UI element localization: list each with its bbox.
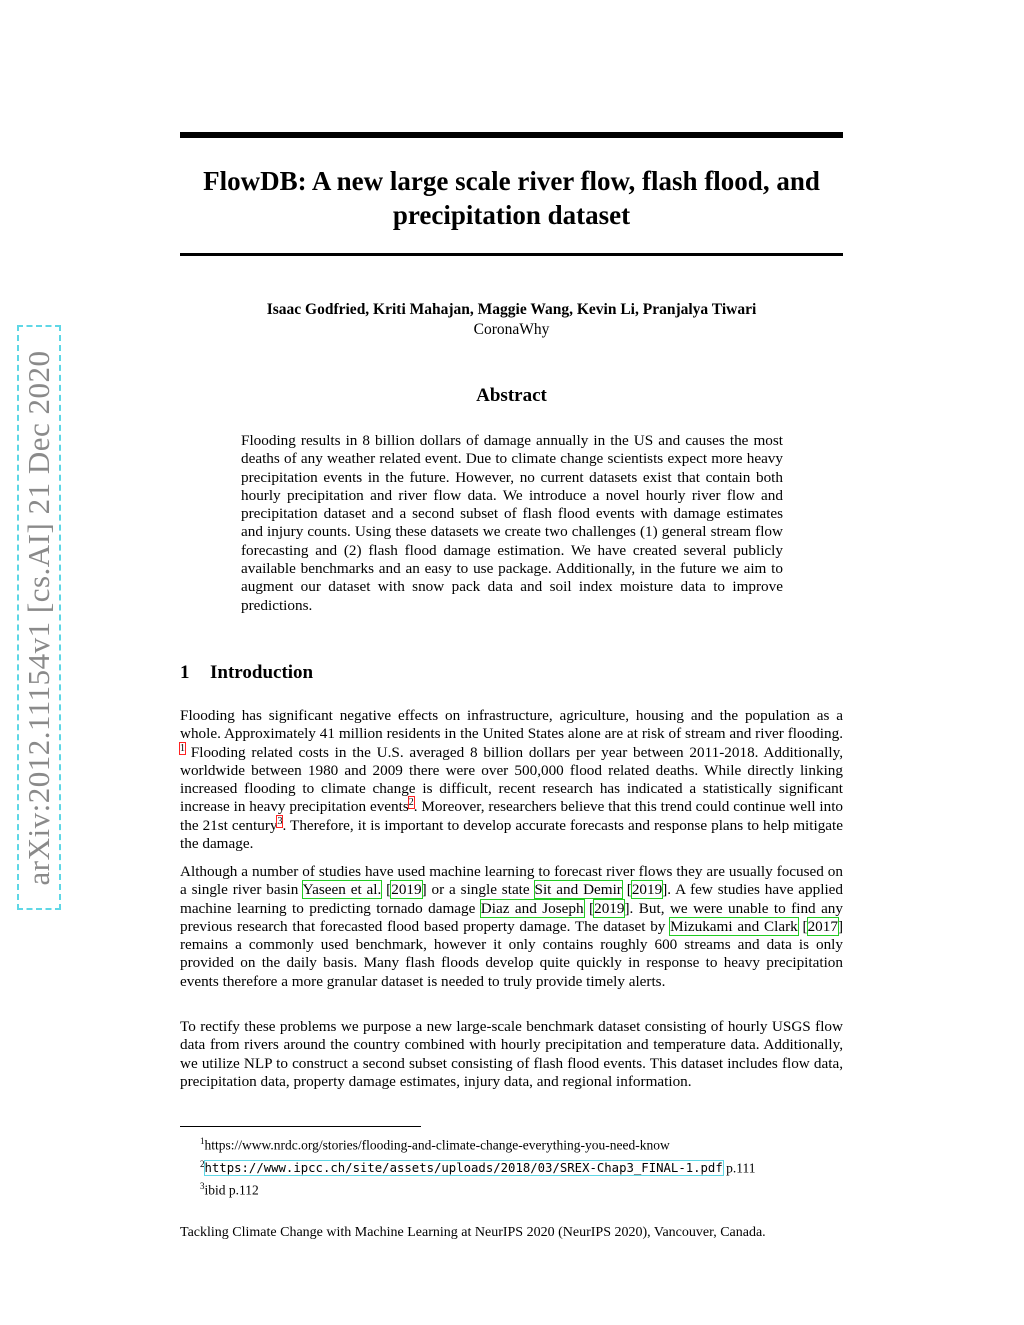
footnote-marker: 1 [200,1136,205,1146]
text-span: . Therefore, it is important to develop accurate forecasts and response plans to help mitigate the damage. [180,816,843,853]
citation-link-yaseen[interactable]: Yaseen et al. [302,881,382,899]
author-list: Isaac Godfried, Kriti Mahajan, Maggie Wang, Kevin Li, Pranjalya Tiwari [266,301,757,318]
footnote-marker: 2 [200,1158,205,1169]
abstract-heading: Abstract [476,385,547,406]
section-heading-introduction [180,661,313,685]
footnote-text: p.111 [722,1160,756,1175]
footnote-separator [180,1126,421,1127]
text-span: Although a number of studies have used machine learning to forecast river flows they are usually focused on a single river basin [180,863,843,899]
footnote-link-2[interactable]: 2 [408,797,414,809]
intro-paragraph-2: Although a number of studies have used machine learning to forecast river flows they are usually focused on a single river basin Yaseen et al. [2019] or a single state Sit and Demir [2019]. A few studies have applied machine learning to predicting tornado damage Diaz and Joseph [2019]. But, we were unable to find any previous research that forecasted flood based property damage. The dataset by Mizukami and Clark [2017] remains a commonly used benchmark, however it only contains roughly 600 streams and data is only provided on the daily basis. Many flash floods develop quite quickly in response to heavy precipitation events therefore a more granular dataset is needed to truly provide timely alerts. [180,863,843,990]
citation-link-sit-demir[interactable]: Sit and Demir [534,881,622,899]
text-span: Flooding related costs in the U.S. averaged 8 billion dollars per year between 2011-2018. Additionally, worldwide between 1980 and 2009 there were over 500,000 flood related deaths. While directly linking increased flooding to climate change is difficult, recent research has indicated a statistically significant increase in heavy precipitation events [180,743,843,816]
venue-footer: Tackling Climate Change with Machine Learning at NeurIPS 2020 (NeurIPS 2020), Vancouver, Canada. [180,1225,766,1240]
title-top-rule [180,132,843,138]
intro-paragraph-1 [180,707,843,853]
citation-year-yaseen[interactable]: 2019 [391,881,422,899]
footnote-text: ibid p.112 [204,1182,259,1198]
text-span: . Moreover, researchers believe that this trend could continue well into the 21st century [180,798,844,834]
footnote-text: https://www.nrdc.org/stories/flooding-and-climate-change-everything-you-need-know [204,1137,670,1153]
intro-paragraph-3: To rectify these problems we purpose a new large-scale benchmark dataset consisting of hourly USGS flow data from rivers around the country combined with hourly precipitation and temperature data. Additionally, we utilize NLP to construct a second subset consisting of flash flood events. This dataset includes flow data, precipitation data, property damage estimates, injury data, and regional information. [180,1018,843,1090]
text-span: . A few studies have applied machine learning to predicting tornado damage [180,881,843,917]
text-span: remains a commonly used benchmark, however it only contains roughly 600 streams and data is only provided on the daily basis. Many flash floods develop quite quickly in response to heavy precipitation events therefore a more granular dataset is needed to truly provide timely alerts. [180,936,843,990]
arxiv-stamp[interactable] [17,325,61,910]
paper-title: FlowDB: A new large scale river flow, flash flood, and precipitation dataset [203,166,820,230]
footnote-link-1[interactable]: 1 [180,742,185,754]
section-title: Introduction [210,662,314,683]
footnote-url-link[interactable]: https://www.ipcc.ch/site/assets/uploads/2018/03/SREX-Chap3_FINAL-1.pdf [204,1161,723,1175]
citation-year-diaz-joseph[interactable]: 2019 [594,899,625,917]
section-number: 1 [180,662,190,683]
footnote-link-3[interactable]: 3 [277,815,283,827]
abstract-text: Flooding results in 8 billion dollars of damage annually in the US and causes the most deaths of any weather related event. Due to climate change scientists expect more heavy precipitation events in the future. However, no current datasets exist that contain both hourly precipitation and river flow data. We introduce a novel hourly river flow and precipitation dataset and a second subset of flash flood events with damage estimates and injury counts. Using these datasets we create two challenges (1) general stream flow forecasting and (2) flash flood damage estimation. We have created several publicly available benchmarks and an easy to use package. Additionally, in the future we aim to augment our dataset with snow pack data and soil index moisture data to improve predictions. [241,432,783,614]
citation-link-mizukami-clark[interactable]: Mizukami and Clark [670,917,798,935]
text-span: or a single state [426,881,535,899]
footnote-1 [200,1132,840,1155]
text-span: Flooding has significant negative effects on infrastructure, agriculture, housing and the population as a whole. Approximately 41 million residents in the United States alone are at risk of stream and river flooding. [180,707,843,743]
text-span: . But, we were unable to find any previous research that forecasted flood based property damage. The dataset by [180,899,843,935]
footnote-3 [200,1177,840,1200]
citation-link-diaz-joseph[interactable]: Diaz and Joseph [480,899,584,917]
footnotes [200,1132,840,1200]
title-bottom-rule [180,253,843,256]
footnote-2 [200,1155,840,1178]
arxiv-id: arXiv:2012.11154v1 [cs.AI] 21 Dec 2020 [21,350,56,885]
citation-year-mizukami-clark[interactable]: 2017 [807,917,838,935]
affiliation: CoronaWhy [473,321,550,338]
citation-year-sit-demir[interactable]: 2019 [631,881,663,899]
footnote-marker: 3 [200,1181,205,1191]
